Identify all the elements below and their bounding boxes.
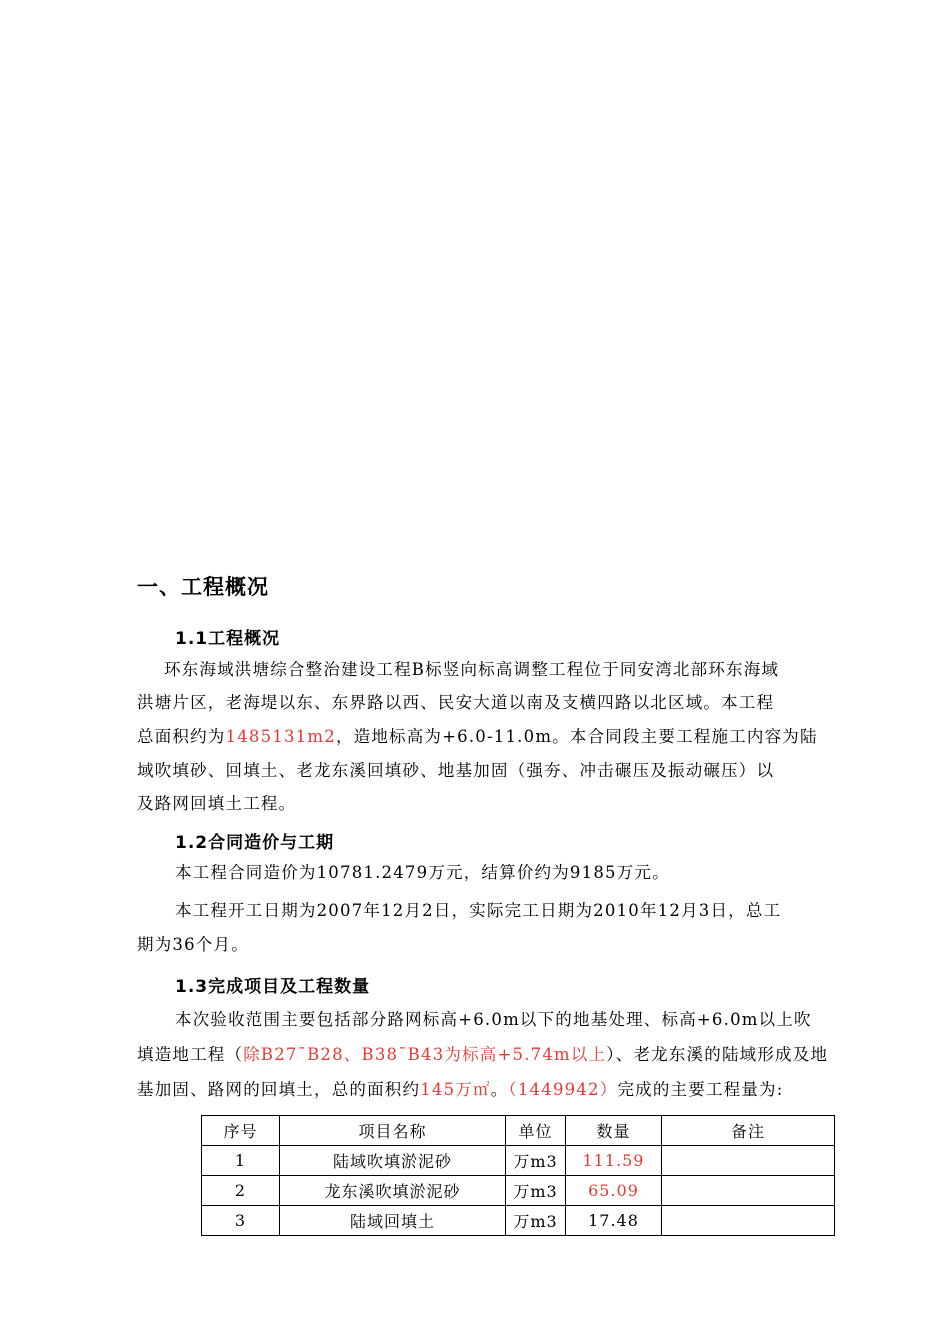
paragraph-line: 本次验收范围主要包括部分路网标高+6.0m以下的地基处理、标高+6.0m以上吹	[175, 1010, 812, 1029]
table-row	[202, 1206, 835, 1236]
cell-qty: 65.09	[566, 1176, 662, 1206]
paragraph-line: 域吹填砂、回填土、老龙东溪回填砂、地基加固（强夯、冲击碾压及振动碾压）以	[137, 761, 775, 780]
paragraph-line: 环东海域洪塘综合整治建设工程B标竖向标高调整工程位于同安湾北部环东海域	[164, 660, 780, 679]
cell-no: 2	[202, 1176, 280, 1206]
cell-unit: 万m3	[506, 1176, 566, 1206]
heading-1-1: 1.1工程概况	[175, 629, 281, 649]
cell-note	[662, 1176, 835, 1206]
cell-unit: 万m3	[506, 1146, 566, 1176]
cell-name: 陆域回填土	[280, 1206, 506, 1236]
table-row	[202, 1176, 835, 1206]
header-cell: 备注	[662, 1116, 835, 1146]
cell-note	[662, 1206, 835, 1236]
header-cell: 项目名称	[280, 1116, 506, 1146]
header-cell: 数量	[566, 1116, 662, 1146]
quantity-table	[201, 1115, 835, 1236]
cell-name: 龙东溪吹填淤泥砂	[280, 1176, 506, 1206]
paragraph-line	[137, 1080, 784, 1100]
table-header-row	[202, 1116, 835, 1146]
cell-qty: 17.48	[566, 1206, 662, 1236]
text-span: ）、老龙东溪的陆域形成及地	[606, 1045, 829, 1064]
cell-note	[662, 1146, 835, 1176]
paragraph-line: 本工程开工日期为2007年12月2日，实际完工日期为2010年12月3日，总工	[175, 901, 782, 920]
exact-area: （1449942）	[508, 1080, 618, 1099]
exception-note: 除B27¯B28、B38¯B43为标高+5.74m以上	[243, 1045, 607, 1064]
heading-1-3: 1.3完成项目及工程数量	[175, 977, 371, 997]
header-cell: 单位	[506, 1116, 566, 1146]
cell-name: 陆域吹填淤泥砂	[280, 1146, 506, 1176]
paragraph-line	[137, 727, 818, 747]
section-title: 一、工程概况	[137, 575, 269, 599]
paragraph-line: 及路网回填土工程。	[137, 794, 297, 813]
text-span: ，造地标高为+6.0-11.0m。本合同段主要工程施工内容为陆	[335, 727, 818, 746]
cell-no: 3	[202, 1206, 280, 1236]
heading-1-2: 1.2合同造价与工期	[175, 833, 335, 853]
text-span: 完成的主要工程量为:	[617, 1080, 784, 1099]
total-area: 145万㎡	[420, 1080, 491, 1099]
header-cell: 序号	[202, 1116, 280, 1146]
text-span: 总面积约为	[137, 727, 226, 746]
paragraph-line: 洪塘片区，老海堤以东、东界路以西、民安大道以南及支横四路以北区域。本工程	[137, 693, 775, 712]
paragraph-line: 期为36个月。	[137, 935, 249, 954]
paragraph-line: 本工程合同造价为10781.2479万元，结算价约为9185万元。	[175, 863, 670, 882]
text-span: 填造地工程（	[137, 1045, 244, 1064]
paragraph-line	[137, 1045, 828, 1065]
cell-no: 1	[202, 1146, 280, 1176]
text-span: 。	[490, 1080, 509, 1099]
table-row	[202, 1146, 835, 1176]
cell-qty: 111.59	[566, 1146, 662, 1176]
area-value: 1485131m2	[225, 727, 336, 746]
cell-unit: 万m3	[506, 1206, 566, 1236]
text-span: 基加固、路网的回填土，总的面积约	[137, 1080, 421, 1099]
